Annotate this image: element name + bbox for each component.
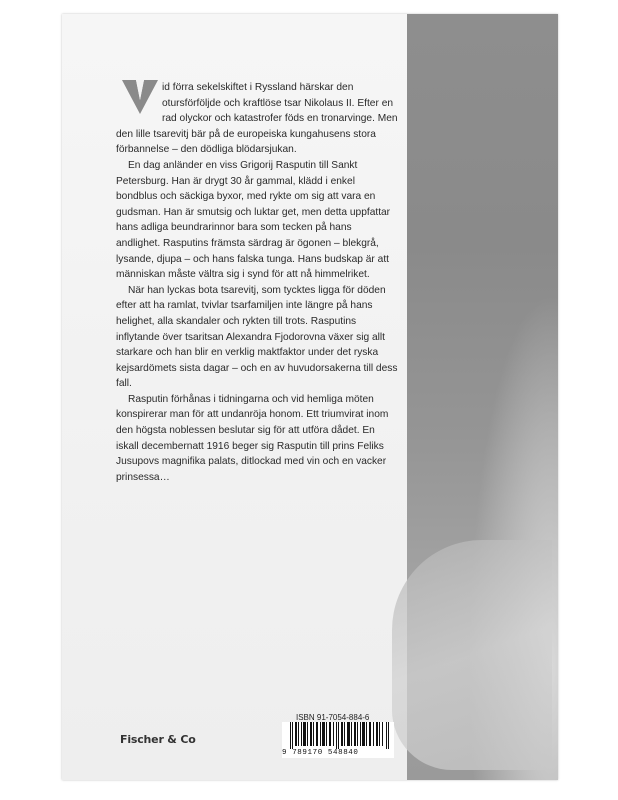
blurb-text xyxy=(116,80,398,485)
cover-photo-figure xyxy=(392,540,552,770)
barcode-digits: 9 789170 548840 xyxy=(282,749,359,757)
blurb-paragraph-1: id förra sekelskiftet i Ryssland härskar den otursförföljde och kraftlöse tsar Nikolaus II. Efter en rad olyckor och katastrofer föds en tronarvinge. Men den lille tsarevitj bär på de europeiska kungahusens stora förbannelse – den dödliga blödarsjukan. xyxy=(116,82,398,156)
blurb-paragraph-4: Rasputin förhånas i tidningarna och vid hemliga möten konspirerar man för att undanröja honom. Ett triumvirat inom den högsta noblessen beslutar sig för att utföra dådet. En iskall decembernatt 1916 beger sig Rasputin till prins Feliks Jusupovs magnifika palats, ditlockad med vin och en vacker prinsessa… xyxy=(116,393,389,483)
blurb-paragraph-3: När han lyckas bota tsarevitj, som tycktes ligga för döden efter att ha ramlat, tvivlar tsarfamiljen inte längre på hans helighet, alla skandaler och rykten till trots. Rasputins inflytande över tsaritsan Alexandra Fjodorovna växer sig allt starkare och han blir en verklig maktfaktor under det ryska kejsardömets sista dagar – och en av huvudorsakerna till dess fall. xyxy=(116,284,398,390)
isbn-number: ISBN 91-7054-884-6 xyxy=(296,713,370,722)
publisher-name: Fischer & Co xyxy=(120,733,196,746)
drop-cap-v-icon xyxy=(122,80,158,114)
barcode-bars-icon xyxy=(290,722,390,749)
blurb-paragraph-2: En dag anländer en viss Grigorij Rasputin till Sankt Petersburg. Han är drygt 30 år gammal, klädd i enkel bondblus och säckiga byxor, med rykte om sig att vara en gudsman. Han är smutsig och luktar get, men detta uppfattar hans adliga beundrarinnor bara som tecken på hans andlighet. Rasputins främsta särdrag är ögonen – blekgrå, lysande, djupa – och hans falska tunga. Hans budskap är att människan måste vältra sig i synd för att nå himmelriket. xyxy=(116,159,391,281)
barcode xyxy=(282,722,394,758)
